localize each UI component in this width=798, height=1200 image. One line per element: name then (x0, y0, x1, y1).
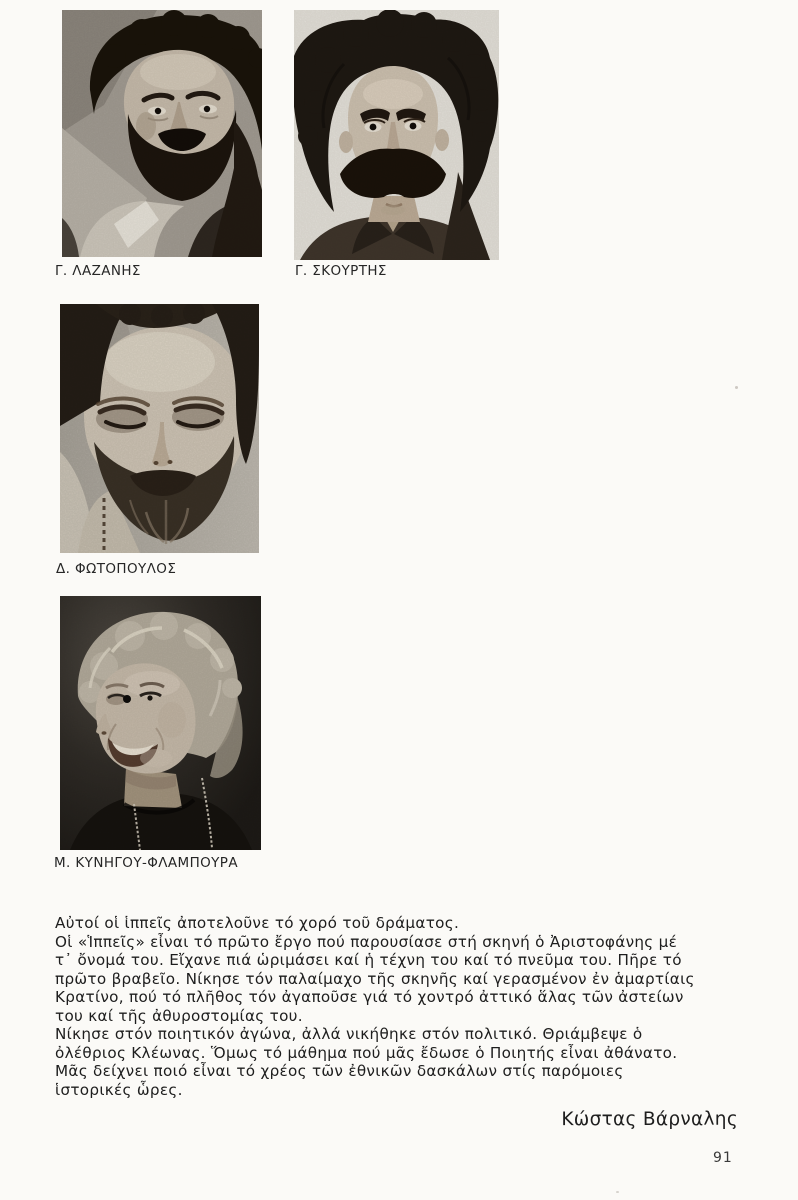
body-text-line: Μᾶς δείχνει ποιό εἶναι τό χρέος τῶν ἐθνικῶν δασκάλων στίς παρόμοιες (55, 1062, 624, 1081)
scan-speck (616, 1191, 619, 1193)
page-number: 91 (713, 1150, 733, 1166)
author-signature: Κώστας Βάρναλης (561, 1109, 738, 1130)
body-text-line: του καί τῆς ἀθυροστομίας του. (55, 1006, 303, 1025)
body-text-line: τ᾿ ὄνομά του. Εἴχανε πιά ὡριμάσει καί ἡ τέχνη του καί τό πνεῦμα του. Πῆρε τό (55, 951, 682, 970)
photo-caption-lazanis: Γ. ΛΑΖΑΝΗΣ (55, 263, 141, 279)
photo-caption-fotopoulos: Δ. ΦΩΤΟΠΟΥΛΟΣ (56, 561, 177, 577)
scan-speck (735, 386, 738, 389)
portrait-photo-kynigou-flampoura (60, 596, 261, 850)
portrait-kynigou-graphic (60, 596, 261, 850)
body-text-line: Αὐτοί οἱ ἱππεῖς ἀποτελοῦνε τό χορό τοῦ δράματος. (55, 914, 460, 932)
portrait-photo-skourtis (294, 10, 499, 260)
body-text-line: πρῶτο βραβεῖο. Νίκησε τόν παλαίμαχο τῆς σκηνῆς καί γερασμένον ἐν ἁμαρτίαις (55, 969, 695, 988)
portrait-fotopoulos-graphic (60, 304, 259, 553)
portrait-photo-fotopoulos (60, 304, 259, 553)
portrait-photo-lazanis (62, 10, 262, 257)
body-text-line: ἱστορικές ὧρες. (55, 1080, 183, 1099)
body-text-line: Οἱ «Ἱππεῖς» εἶναι τό πρῶτο ἔργο πού παρουσίασε στή σκηνή ὁ Ἀριστοφάνης μέ (55, 932, 678, 951)
body-text (55, 914, 695, 1099)
body-text-line: Νίκησε στόν ποιητικόν ἀγώνα, ἀλλά νικήθηκε στόν πολιτικό. Θριάμβεψε ὁ (55, 1025, 643, 1044)
body-text-line: Κρατίνο, πού τό πλῆθος τόν ἀγαποῦσε γιά τό χοντρό ἀττικό ἅλας τῶν ἀστείων (55, 988, 684, 1007)
portrait-lazanis-graphic (62, 10, 262, 257)
portrait-skourtis-graphic (294, 10, 499, 260)
body-text-line: ὀλέθριος Κλέωνας. Ὅμως τό μάθημα πού μᾶς ἔδωσε ὁ Ποιητής εἶναι ἀθάνατο. (55, 1043, 678, 1062)
photo-caption-kynigou-flampoura: Μ. ΚΥΝΗΓΟΥ-ΦΛΑΜΠΟΥΡΑ (54, 855, 238, 871)
photo-caption-skourtis: Γ. ΣΚΟΥΡΤΗΣ (295, 263, 387, 279)
